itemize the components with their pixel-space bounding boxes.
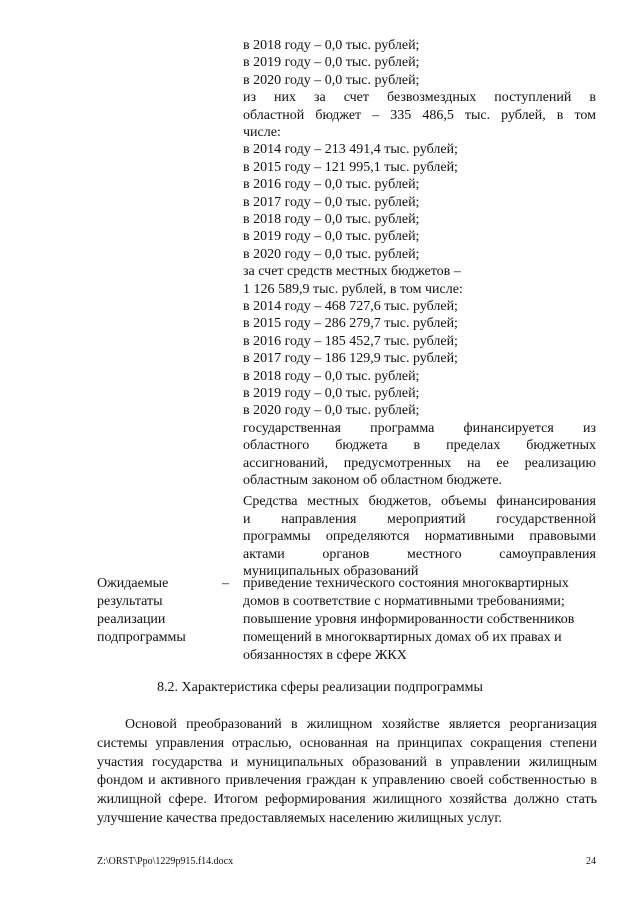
local-year-line: в 2016 году – 185 452,7 тыс. рублей; <box>243 333 458 349</box>
paragraph-line: улучшение качества предоставляемых населению жилищных услуг. <box>97 810 503 826</box>
local-budget-note-line: Средства местных бюджетов, объемы финансирования <box>243 494 596 510</box>
expected-results-label <box>97 575 227 647</box>
regional-intro-line: числе: <box>243 125 281 140</box>
state-program-line: ассигнований, предусмотренных на ее реализацию <box>243 455 596 471</box>
label-line: Ожидаемые <box>97 576 169 591</box>
label-line: реализации <box>97 612 166 627</box>
state-program-line: областного бюджета в пределах бюджетных <box>243 438 596 454</box>
result-line: обязанностях в сфере ЖКХ <box>243 648 407 663</box>
paragraph-line: фондом и активного привлечения граждан к управлению своей собственностью в <box>97 773 597 789</box>
expected-results-dash: – <box>222 576 229 591</box>
footer-file-path: Z:\ORST\Ppo\1229p915.f14.docx <box>97 856 234 867</box>
paragraph-line: участия государства и муниципальных образований в управлении жилищным <box>97 754 597 770</box>
state-program-line: государственная программа финансируется из <box>243 420 596 436</box>
local-budget-note-line: и направления мероприятий государственной <box>243 511 596 527</box>
result-line: помещений в многоквартирных домах об их правах и <box>243 630 562 645</box>
local-year-line: в 2015 году – 286 279,7 тыс. рублей; <box>243 316 458 332</box>
regional-intro-line: из них за счет безвозмездных поступлений в <box>243 90 596 106</box>
result-line: приведение технического состояния многоквартирных <box>243 576 569 591</box>
expected-results-text <box>243 575 596 665</box>
result-line: повышение уровня информированности собственников <box>243 612 575 627</box>
local-year-line: в 2014 году – 468 727,6 тыс. рублей; <box>243 299 458 315</box>
regional-year-line: в 2017 году – 0,0 тыс. рублей; <box>243 194 420 210</box>
page-number: 24 <box>586 856 596 867</box>
funding-line: в 2018 году – 0,0 тыс. рублей; <box>243 38 420 53</box>
local-year-line: в 2018 году – 0,0 тыс. рублей; <box>243 368 420 384</box>
label-line: результаты <box>97 594 163 609</box>
result-line: домов в соответствие с нормативными требованиями; <box>243 594 565 609</box>
regional-year-line: в 2020 году – 0,0 тыс. рублей; <box>243 246 420 262</box>
regional-intro-line: областной бюджет – 335 486,5 тыс. рублей, в том <box>243 107 596 123</box>
regional-year-line: в 2016 году – 0,0 тыс. рублей; <box>243 177 420 193</box>
local-intro-line: за счет средств местных бюджетов – <box>243 264 461 280</box>
regional-year-line: в 2018 году – 0,0 тыс. рублей; <box>243 212 420 228</box>
paragraph-line: системы управления отраслью, основанная на принципах сокращения степени <box>97 735 597 751</box>
local-budget-note-line: программы определяются нормативными правовыми <box>243 529 596 545</box>
local-year-line: в 2019 году – 0,0 тыс. рублей; <box>243 386 420 402</box>
local-year-line: в 2017 году – 186 129,9 тыс. рублей; <box>243 351 458 367</box>
local-year-line: в 2020 году – 0,0 тыс. рублей; <box>243 403 420 419</box>
local-intro-line: 1 126 589,9 тыс. рублей, в том числе: <box>243 281 463 297</box>
funding-line: в 2019 году – 0,0 тыс. рублей; <box>243 55 420 71</box>
local-budget-note-line: муниципальных образований <box>243 564 419 580</box>
regional-year-line: в 2015 году – 121 995,1 тыс. рублей; <box>243 159 458 175</box>
regional-year-line: в 2019 году – 0,0 тыс. рублей; <box>243 229 420 245</box>
label-line: подпрограммы <box>97 630 186 645</box>
funding-block <box>243 37 596 580</box>
paragraph-line: жилищной сфере. Итогом реформирования жилищного хозяйства должно стать <box>97 792 597 808</box>
paragraph-line: Основой преобразований в жилищном хозяйстве является реорганизация <box>125 717 597 732</box>
regional-year-line: в 2014 году – 213 491,4 тыс. рублей; <box>243 142 458 158</box>
section-paragraph <box>97 716 597 829</box>
section-title: 8.2. Характеристика сферы реализации подпрограммы <box>157 680 483 695</box>
funding-line: в 2020 году – 0,0 тыс. рублей; <box>243 72 420 88</box>
local-budget-note-line: актами органов местного самоуправления <box>243 546 596 562</box>
state-program-line: областным законом об областном бюджете. <box>243 473 503 489</box>
